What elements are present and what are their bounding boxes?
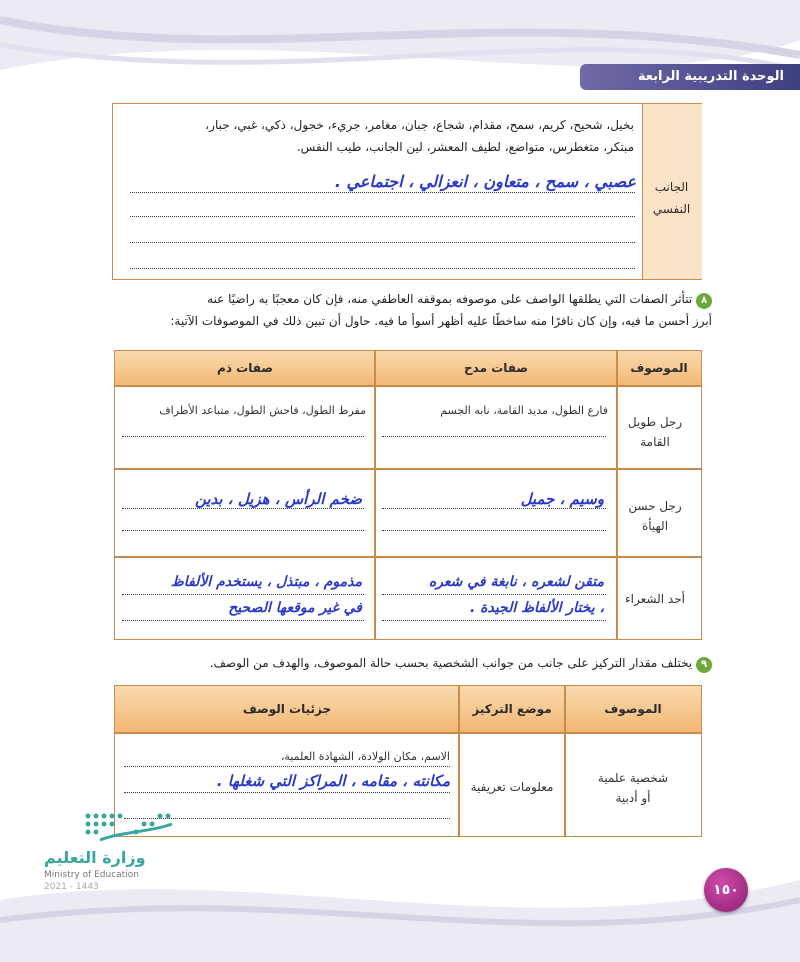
ministry-name-en: Ministry of Education xyxy=(44,870,139,880)
ministry-logo-icon xyxy=(80,810,180,844)
psych-dotline-4 xyxy=(130,268,635,269)
psych-label: الجانب النفسي xyxy=(652,180,691,216)
q8-header-praise: صفات مدح xyxy=(464,361,528,375)
page-number-badge: ١٥٠ xyxy=(704,868,748,912)
q8-row2-praise-dots-2 xyxy=(382,530,606,531)
q8-row-divider-0 xyxy=(115,385,701,387)
q8-row2-blame-dots-2 xyxy=(122,530,364,531)
q8-row3-praise-answer-1: متقن لشعره ، نابغة في شعره xyxy=(428,574,604,590)
q8-row2-praise-answer: وسيم ، جميل xyxy=(520,490,604,508)
q8-row3-praise-dots-2 xyxy=(382,620,606,621)
q9-header-focus: موضع التركيز xyxy=(472,702,552,716)
q9-col-divider-1 xyxy=(564,686,566,836)
unit-title: الوحدة التدريبية الرابعة xyxy=(637,69,784,84)
q8-row-divider-1 xyxy=(115,468,701,470)
q8-col-divider-2 xyxy=(374,351,376,639)
q8-row3-praise-dots-1 xyxy=(382,594,606,595)
q9-focus: معلومات تعريفية xyxy=(470,780,554,794)
q8-row3-blame-dots-1 xyxy=(122,594,364,595)
ministry-name-ar: وزارة التعليم xyxy=(44,848,146,867)
q9-col-divider-2 xyxy=(458,686,460,836)
q8-row1-praise-dots xyxy=(382,436,606,437)
top-wave-decoration xyxy=(0,0,800,110)
psych-dotline-1 xyxy=(130,192,635,193)
q8-row2-described: رجل حسن الهيأة xyxy=(628,499,682,533)
q8-row3-blame-dots-2 xyxy=(122,620,364,621)
q9-details-dots-1 xyxy=(124,766,450,767)
q8-col-divider-1 xyxy=(616,351,618,639)
psych-traits-text: بخيل، شحيح، كريم، سمح، مقدام، شجاع، جبان، مغامر، جريء، خجول، ذكي، غبي، جبار، مبتكر، متغطرس، متواضع، لطيف المعشر، لين الجانب، طيب النفس. xyxy=(205,118,634,154)
q8-row2-blame-answer: ضخم الرأس ، هزيل ، بدين xyxy=(194,490,362,508)
psych-dotline-2 xyxy=(130,216,635,217)
psych-handwritten-answer: عصبي ، سمح ، متعاون ، انعزالي ، اجتماعي . xyxy=(334,172,636,191)
q8-row3-blame-answer-2: في غير موقعها الصحيح xyxy=(228,600,362,616)
q8-row2-praise-dots-1 xyxy=(382,508,606,509)
q8-prompt: ٨ تتأثر الصفات التي يطلقها الواصف على موصوفه بموقفه العاطفي منه، فإن كان معجبًا به راضيًا عنه أبرز أحسن ما فيه، وإن كان نافرًا منه ساخطًا عليه أظهر أسوأ ما فيه. حاول أن تبين ذلك في الموصوفات الآتية: xyxy=(170,292,712,328)
q9-number-badge: ٩ xyxy=(696,657,712,673)
unit-title-band xyxy=(580,64,800,90)
q8-row3-blame-answer-1: مذموم ، مبتذل ، يستخدم الألفاظ xyxy=(170,574,362,590)
q8-row3-described: أحد الشعراء xyxy=(625,592,685,606)
q8-header-described: الموصوف xyxy=(630,361,688,375)
q8-row1-praise: فارع الطول، مديد القامة، نابه الجسم xyxy=(440,404,608,417)
q8-header-blame: صفات ذم xyxy=(217,361,273,375)
q8-row2-blame-dots-1 xyxy=(122,508,364,509)
q8-row1-blame-dots xyxy=(122,436,364,437)
q8-row3-praise-answer-2: ، يختار الألفاظ الجيدة . xyxy=(469,600,604,616)
q9-details-handwritten: مكانته ، مقامه ، المراكز التي شغلها . xyxy=(216,772,450,790)
q9-details-dots-2 xyxy=(124,792,450,793)
q8-row-divider-2 xyxy=(115,556,701,558)
q9-details-printed: الاسم، مكان الولادة، الشهادة العلمية، xyxy=(280,750,450,763)
psych-dotline-3 xyxy=(130,242,635,243)
q9-row-divider xyxy=(115,732,701,734)
q9-header-details: جزئيات الوصف xyxy=(242,702,332,716)
q8-number-badge: ٨ xyxy=(696,293,712,309)
q8-row1-described: رجل طويل القامة xyxy=(627,415,683,449)
q9-described: شخصية علمية أو أدبية xyxy=(597,771,669,805)
q9-header-described: الموصوف xyxy=(604,702,662,716)
q9-prompt: ٩ يختلف مقدار التركيز على جانب من جوانب الشخصية بحسب حالة الموصوف، والهدف من الوصف. xyxy=(112,652,712,674)
edition-year: 2021 - 1443 xyxy=(44,882,99,892)
q8-row1-blame: مفرط الطول، فاحش الطول، متباعد الأطراف xyxy=(159,404,366,417)
